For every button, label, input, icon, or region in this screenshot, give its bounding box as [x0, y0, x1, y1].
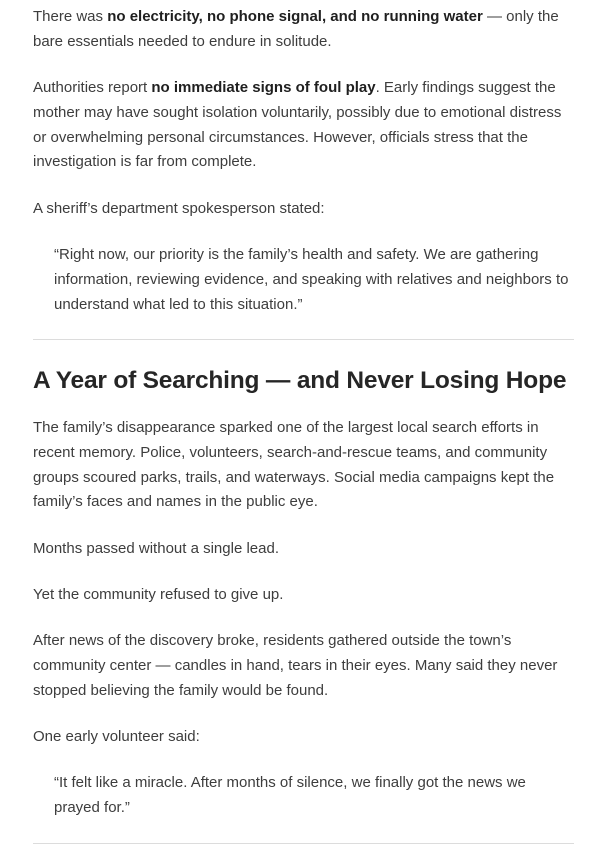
- quote-sheriff: [33, 243, 574, 317]
- section-divider-bottom: [33, 843, 574, 844]
- section-divider: [33, 339, 574, 340]
- paragraph-conditions-text-end: — only the bare essentials needed to endure in solitude.: [33, 8, 559, 50]
- paragraph-residents-gathered: After news of the discovery broke, residents gathered outside the town’s community center — candles in hand, tears in their eyes. Many said they never stopped believing the family would be found.: [33, 632, 558, 699]
- paragraph-authorities: [33, 76, 574, 175]
- paragraph-authorities-text: Authorities report: [33, 79, 152, 97]
- paragraph-conditions-text: There was: [33, 8, 108, 25]
- paragraph-community-refused: Yet the community refused to give up.: [33, 585, 284, 603]
- section-heading: A Year of Searching — and Never Losing Hope: [33, 366, 567, 394]
- quote-volunteer: [33, 771, 574, 821]
- paragraph-conditions-bold: no electricity, no phone signal, and no running water: [107, 8, 483, 25]
- quote-sheriff-text: “Right now, our priority is the family’s health and safety. We are gathering information, reviewing evidence, and speaking with relatives and neighbors to understand what led to this situation.”: [54, 246, 569, 313]
- quote-volunteer-text: “It felt like a miracle. After months of silence, we finally got the news we prayed for.”: [54, 774, 526, 817]
- paragraph-months-passed: Months passed without a single lead.: [33, 539, 279, 557]
- paragraph-volunteer-intro: One early volunteer said:: [33, 728, 200, 746]
- paragraph-authorities-text-end: . Early findings suggest the mother may have sought isolation voluntarily, possibly due to emotional distress or overwhelming personal circumstances. However, officials stress that the investigation is far from complete.: [33, 79, 562, 171]
- paragraph-search-efforts: The family’s disappearance sparked one of the largest local search efforts in recent memory. Police, volunteers, search-and-rescue teams, and community groups scoured parks, trails, and waterways. Social media campaigns kept the family’s faces and names in the public eye.: [33, 418, 555, 511]
- paragraph-authorities-bold: no immediate signs of foul play: [151, 79, 376, 97]
- paragraph-spokesperson-intro: A sheriff’s department spokesperson stated:: [33, 199, 325, 217]
- paragraph-conditions: [33, 0, 574, 55]
